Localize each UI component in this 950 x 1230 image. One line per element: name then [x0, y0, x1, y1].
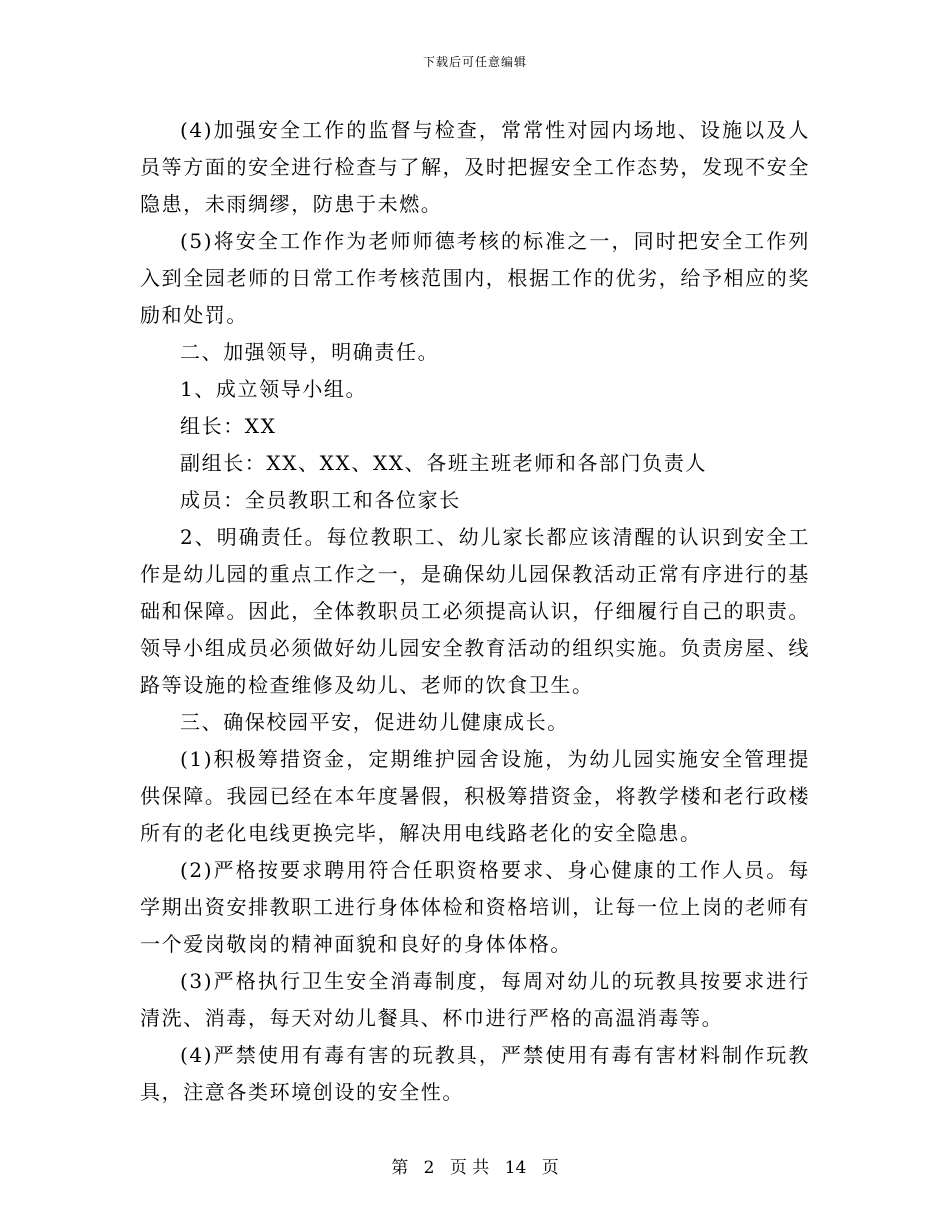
footer-page-number: 2 — [423, 1158, 435, 1178]
footer-prefix: 第 — [391, 1158, 409, 1178]
paragraph-toys-safety: (4)严禁使用有毒有害的玩教具，严禁使用有毒有害材料制作玩教具，注意各类环境创设的安全性。 — [140, 1043, 810, 1104]
paragraph-funding: (1)积极筹措资金，定期维护园舍设施，为幼儿园实施安全管理提供保障。我园已经在本年度暑假，积极筹措资金，将教学楼和老行政楼所有的老化电线更换完毕，解决用电线路老化的安全隐患。 — [140, 747, 810, 845]
subheading-leadership-group: 1、成立领导小组。 — [180, 377, 368, 401]
paragraph-ethics-assessment: (5)将安全工作作为老师师德考核的标准之一，同时把安全工作列入到全园老师的日常工作考核范围内，根据工作的优劣，给予相应的奖励和处罚。 — [140, 229, 810, 327]
paragraph-hiring: (2)严格按要求聘用符合任职资格要求、身心健康的工作人员。每学期出资安排教职工进行身体体检和资格培训，让每一位上岗的老师有一个爱岗敬岗的精神面貌和良好的身体体格。 — [140, 858, 810, 956]
paragraph-disinfection: (3)严格执行卫生安全消毒制度，每周对幼儿的玩教具按要求进行清洗、消毒，每天对幼儿餐具、杯巾进行严格的高温消毒等。 — [140, 969, 810, 1030]
page-footer — [0, 1153, 950, 1178]
footer-middle: 页 共 — [449, 1158, 490, 1178]
header-note: 下载后可任意编辑 — [422, 55, 527, 69]
section-heading-leadership: 二、加强领导，明确责任。 — [180, 340, 440, 364]
deputy-leader-line: 副组长：XX、XX、XX、各班主班老师和各部门负责人 — [180, 451, 708, 475]
footer-total-pages: 14 — [504, 1158, 527, 1178]
paragraph-responsibility: 2、明确责任。每位教职工、幼儿家长都应该清醒的认识到安全工作是幼儿园的重点工作之一，是确保幼儿园保教活动正常有序进行的基础和保障。因此，全体教职员工必须提高认识，仔细履行自己的职责。领导小组成员必须做好幼儿园安全教育活动的组织实施。负责房屋、线路等设施的检查维修及幼儿、老师的饮食卫生。 — [140, 525, 810, 697]
members-line: 成员：全员教职工和各位家长 — [180, 488, 461, 512]
body-text — [140, 112, 810, 1111]
footer-suffix: 页 — [541, 1158, 559, 1178]
paragraph-supervision: (4)加强安全工作的监督与检查，常常性对园内场地、设施以及人员等方面的安全进行检查与了解，及时把握安全工作态势，发现不安全隐患，未雨绸缪，防患于未燃。 — [140, 118, 810, 216]
section-heading-campus-safety: 三、确保校园平安，促进幼儿健康成长。 — [180, 710, 569, 734]
group-leader-line: 组长：XX — [180, 414, 277, 438]
